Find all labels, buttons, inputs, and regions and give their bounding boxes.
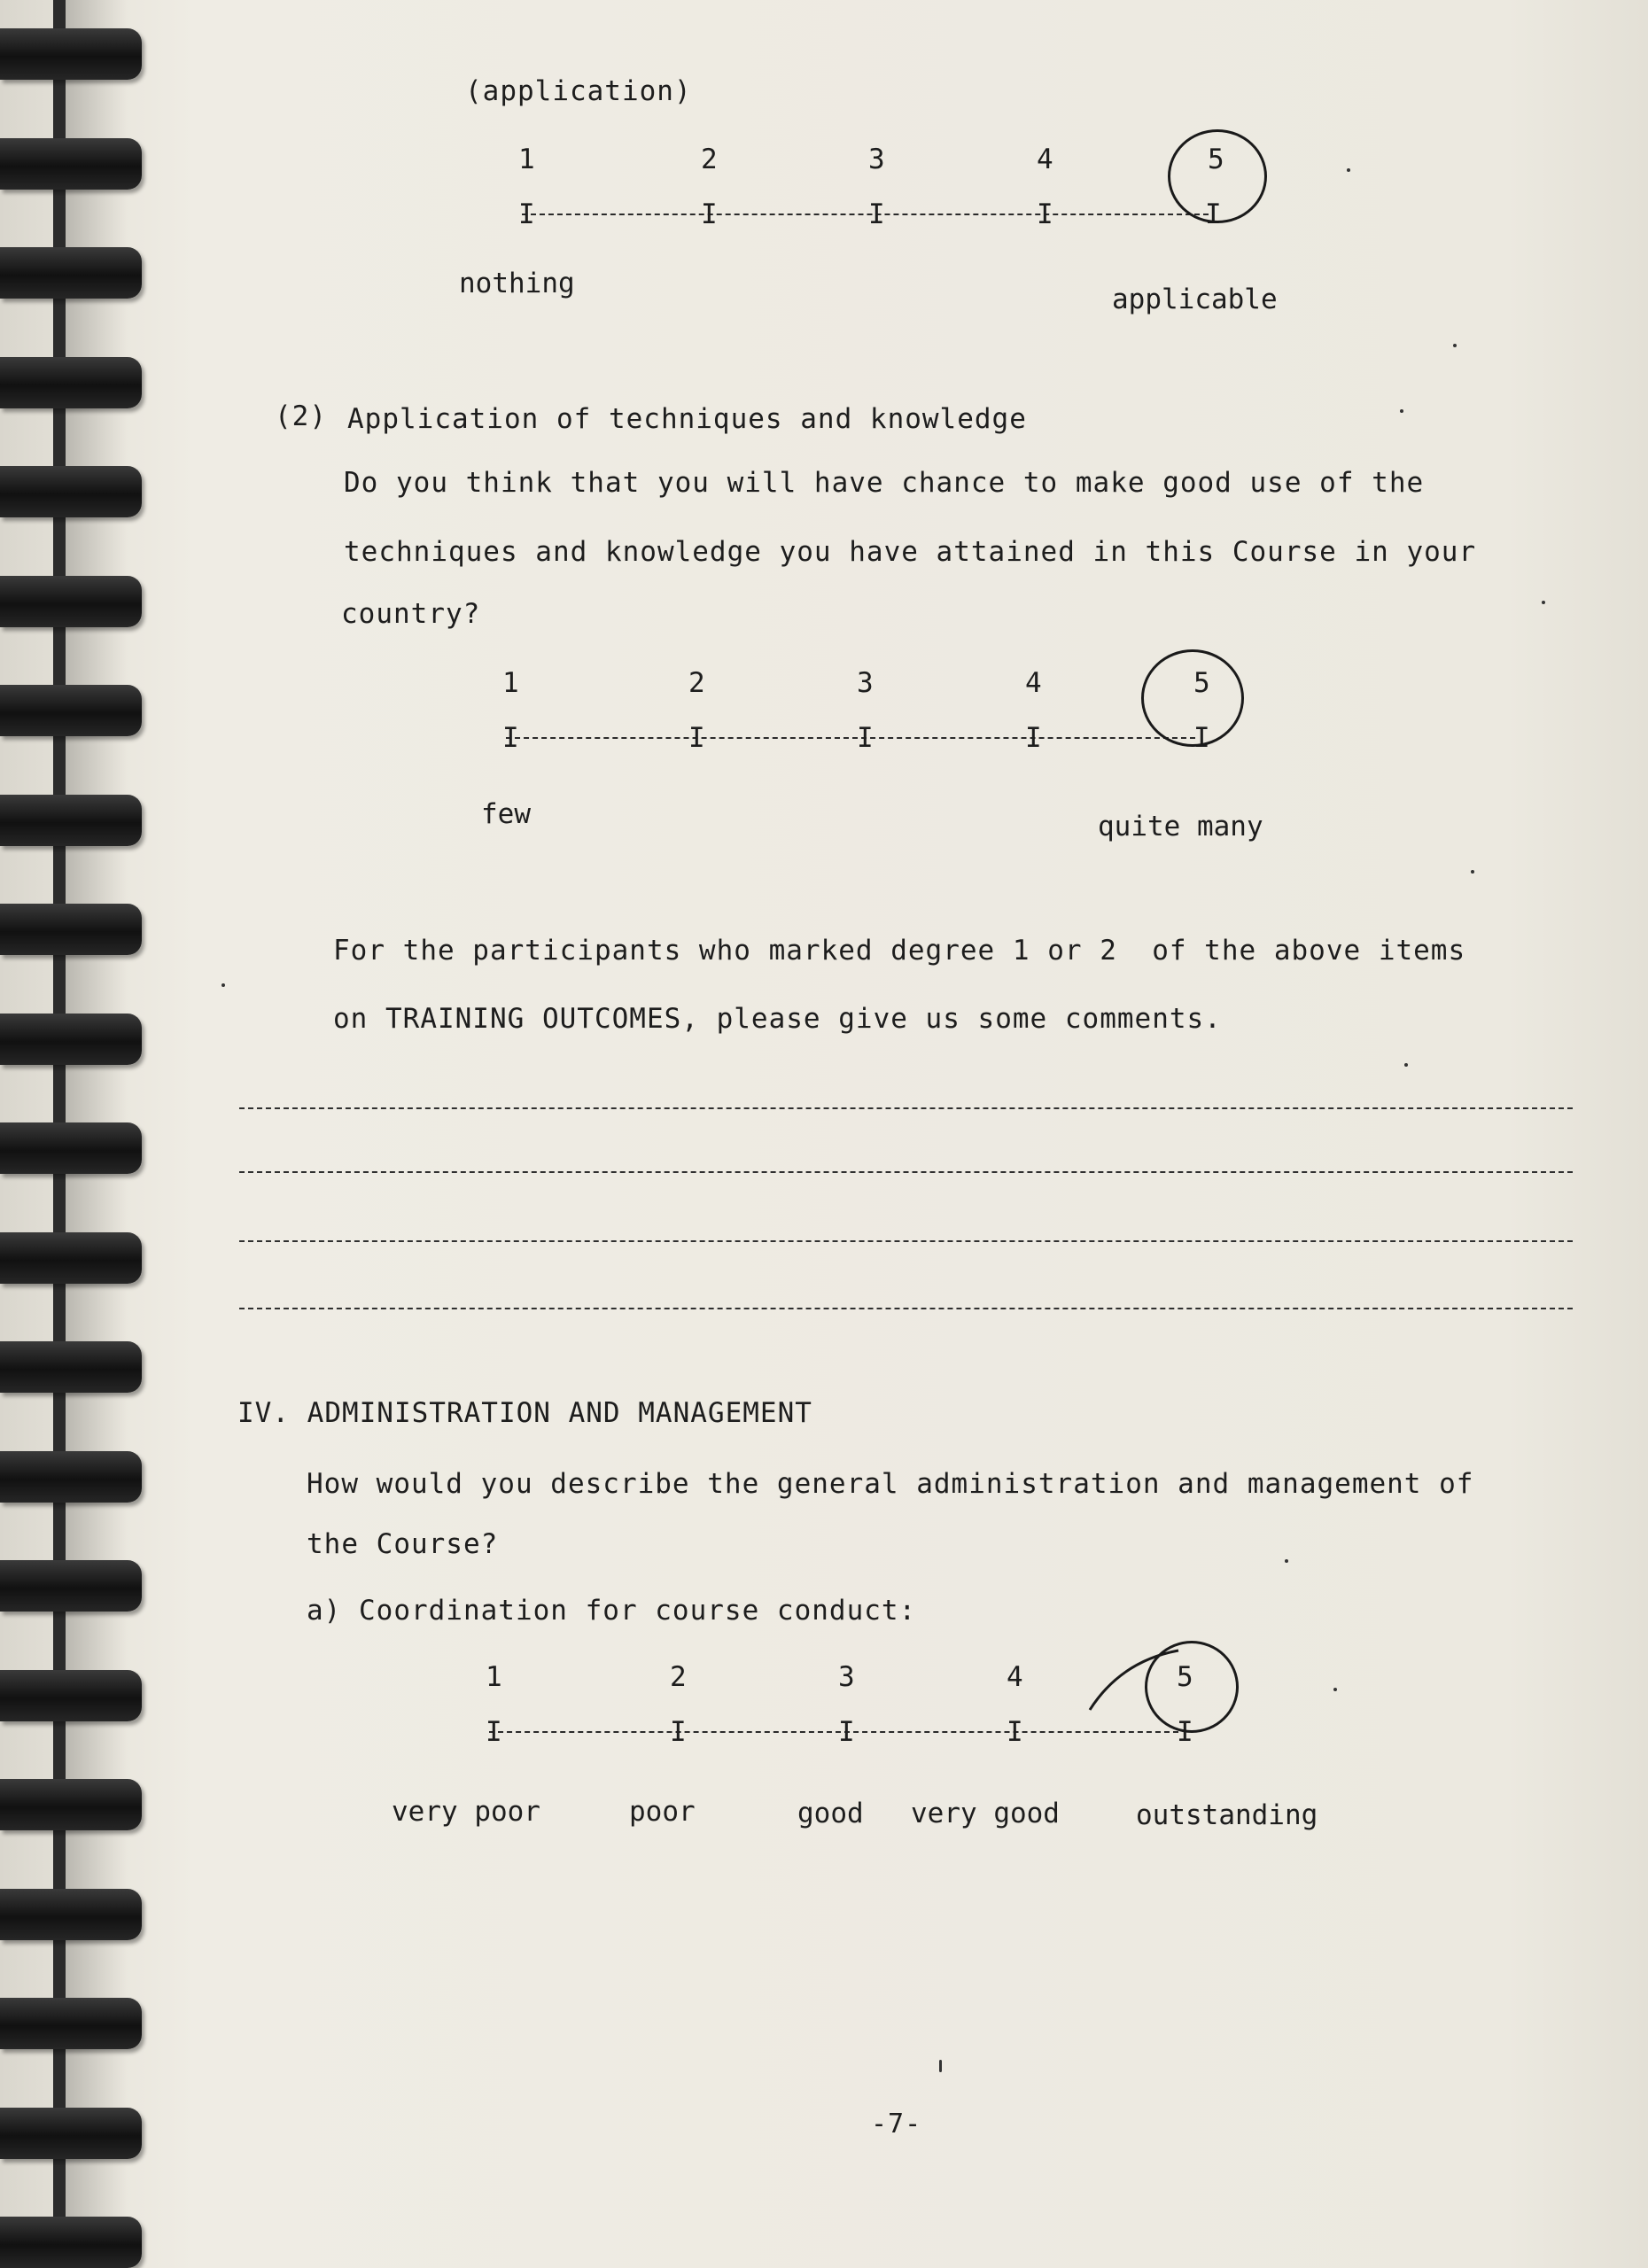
binding-ring <box>0 1451 142 1503</box>
binding-ring <box>0 795 142 846</box>
binding-ring <box>0 904 142 955</box>
binding-ring <box>0 1014 142 1065</box>
question-number: (2) <box>275 400 327 432</box>
scale-label: very poor <box>392 1796 540 1828</box>
comment-line <box>239 1240 1573 1242</box>
answer-circle <box>1168 129 1267 223</box>
scale-tick: I <box>701 198 718 230</box>
scale-tick: I <box>1037 198 1053 230</box>
scale-number: 3 <box>838 1661 855 1693</box>
scale-label: very good <box>911 1798 1060 1829</box>
scale-number: 3 <box>857 667 874 699</box>
section-heading: IV. ADMINISTRATION AND MANAGEMENT <box>237 1397 812 1429</box>
binding-ring <box>0 28 142 80</box>
scale-number: 2 <box>701 144 718 175</box>
binding-ring <box>0 1560 142 1612</box>
scale-number: 4 <box>1025 667 1042 699</box>
scale-tick: I <box>868 198 885 230</box>
binding-ring <box>0 576 142 627</box>
scale-low-label: few <box>481 798 531 830</box>
scale-number: 1 <box>502 667 519 699</box>
scale-tick: I <box>838 1716 855 1748</box>
scale-label: poor <box>629 1796 696 1828</box>
answer-circle <box>1141 649 1244 747</box>
scale-tick: I <box>688 722 705 754</box>
scale-tick: I <box>486 1716 502 1748</box>
section-text: How would you describe the general administration and management of <box>307 1468 1474 1500</box>
scale-line <box>489 1731 1178 1733</box>
question-title: Application of techniques and knowledge <box>347 403 1027 435</box>
scale-number: 1 <box>518 144 535 175</box>
comment-line <box>239 1107 1573 1109</box>
binding-ring <box>0 1779 142 1830</box>
scale-tick: I <box>670 1716 687 1748</box>
binding-ring <box>0 138 142 190</box>
scale-line <box>522 214 1209 215</box>
binding-ring <box>0 1341 142 1393</box>
scale-label: outstanding <box>1136 1799 1318 1831</box>
section-text: the Course? <box>307 1528 499 1560</box>
scale-tick: I <box>1193 722 1210 754</box>
scale-number: 4 <box>1007 1661 1023 1693</box>
comment-line <box>239 1171 1573 1173</box>
binding-ring <box>0 466 142 517</box>
binding-ring <box>0 1670 142 1721</box>
scale-high-label: applicable <box>1112 284 1278 315</box>
scale-number-selected: 5 <box>1193 667 1210 699</box>
comment-line <box>239 1308 1573 1309</box>
binding-ring <box>0 1122 142 1174</box>
scale-tick: I <box>1025 722 1042 754</box>
question-text: techniques and knowledge you have attained in this Course in your <box>344 536 1477 568</box>
scale-number-selected: 5 <box>1208 144 1224 175</box>
binding-ring <box>0 1998 142 2049</box>
question-text: country? <box>341 598 481 630</box>
scale-number: 2 <box>670 1661 687 1693</box>
scale-low-label: nothing <box>459 268 575 299</box>
scale-tick: I <box>1205 198 1222 230</box>
scale-number: 4 <box>1037 144 1053 175</box>
page-number: -7- <box>871 2109 922 2140</box>
binding-ring <box>0 1889 142 1940</box>
scale-tick: I <box>1177 1716 1193 1748</box>
scale-number: 3 <box>868 144 885 175</box>
scale-tick: I <box>518 198 535 230</box>
scale-number: 2 <box>688 667 705 699</box>
scale-number-selected: 5 <box>1177 1661 1193 1693</box>
comments-instruction: For the participants who marked degree 1 or 2 of the above items <box>333 935 1466 967</box>
scale-tick: I <box>1007 1716 1023 1748</box>
binding-ring <box>0 2217 142 2268</box>
binding-ring <box>0 247 142 299</box>
scale-line <box>506 737 1195 739</box>
binding-ring <box>0 685 142 736</box>
scale-heading: (application) <box>465 75 692 107</box>
binding-ring <box>0 1232 142 1284</box>
binding-ring <box>0 357 142 408</box>
pen-stroke <box>1085 1643 1183 1714</box>
scale-number: 1 <box>486 1661 502 1693</box>
item-label: a) Coordination for course conduct: <box>307 1595 917 1627</box>
question-text: Do you think that you will have chance to make good use of the <box>344 467 1425 499</box>
binding-ring <box>0 2108 142 2159</box>
scale-tick: I <box>502 722 519 754</box>
scale-label: good <box>797 1798 864 1829</box>
scale-high-label: quite many <box>1098 811 1263 843</box>
comments-instruction: on TRAINING OUTCOMES, please give us some comments. <box>333 1003 1222 1035</box>
scale-tick: I <box>857 722 874 754</box>
